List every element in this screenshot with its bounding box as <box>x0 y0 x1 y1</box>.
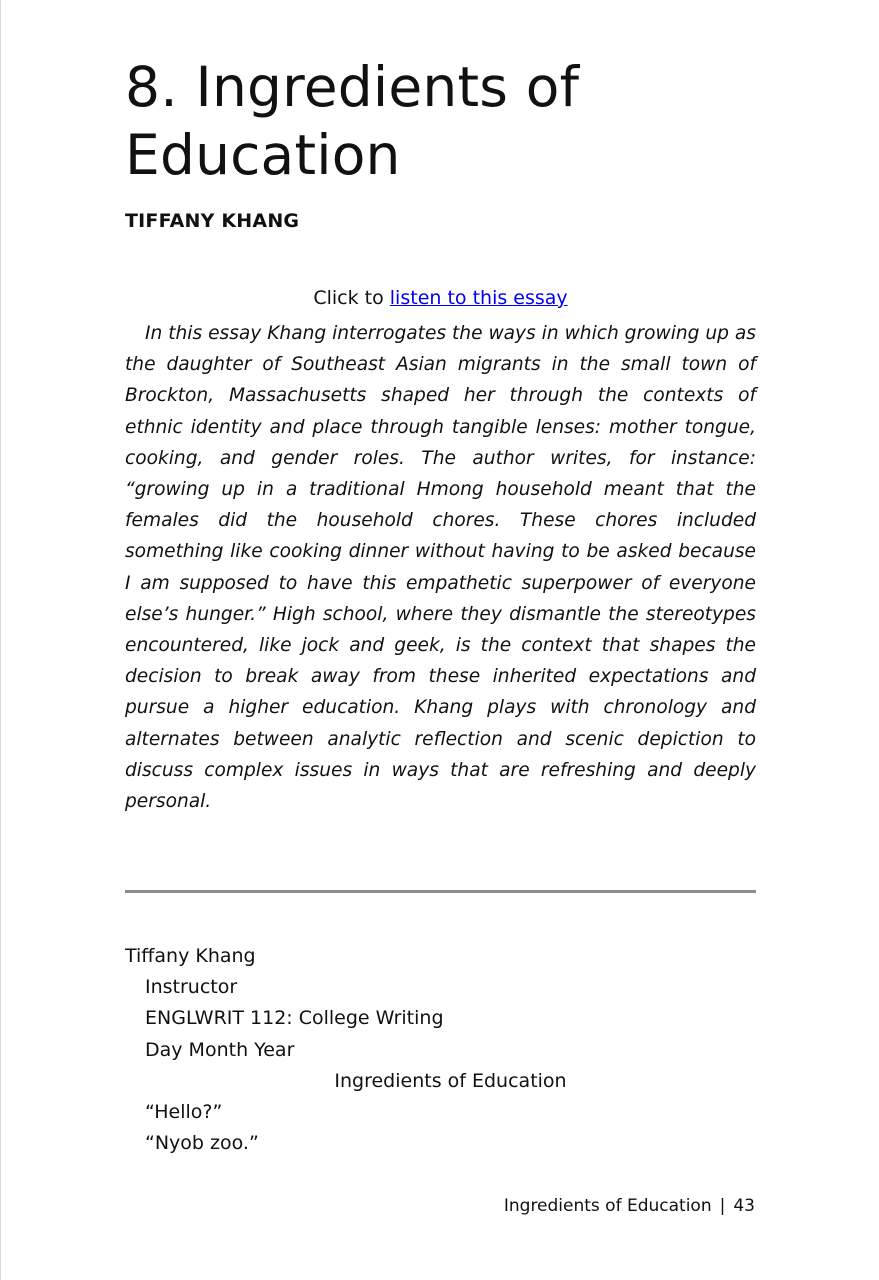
essay-header-block <box>125 941 756 1159</box>
essay-title: Ingredients of Education <box>334 1069 567 1092</box>
listen-prefix: Click to <box>313 287 390 309</box>
instructor-name: Instructor <box>145 976 238 999</box>
essay-abstract: In this essay Khang interrogates the ways in which growing up as the daughter of Southeast Asian migrants in the small town of Brockton, Massachusetts shaped her through the contexts of ethnic identity and place through tangible lenses: mother tongue, cooking, and gender roles. The author writes, for instance: “growing up in a traditional Hmong household meant that the females did the household chores. These chores included something like cooking dinner without having to be asked because I am supposed to have this empathetic superpower of everyone else’s hunger.” High school, where they dismantle the stereotypes encountered, like jock and geek, is the context that shapes the decision to break away from these inherited expectations and pursue a higher education. Khang plays with chronology and alternates between analytic reflection and scenic depiction to discuss complex issues in ways that are refreshing and deeply personal. <box>125 323 756 813</box>
page-number: 43 <box>733 1196 755 1216</box>
listen-essay-link[interactable]: listen to this essay <box>389 287 568 309</box>
dialogue-line-1: “Hello?” <box>145 1101 223 1124</box>
footer-running-title: Ingredients of Education <box>503 1196 712 1216</box>
chapter-title-line-1: 8. Ingredients of <box>125 55 580 119</box>
chapter-author: TIFFANY KHANG <box>125 210 300 232</box>
chapter-title <box>125 53 765 189</box>
essay-date: Day Month Year <box>145 1038 295 1061</box>
section-divider <box>125 890 756 893</box>
course-name: ENGLWRIT 112: College Writing <box>145 1007 444 1030</box>
dialogue-line-2: “Nyob zoo.” <box>145 1132 259 1155</box>
page-footer <box>504 1196 755 1216</box>
listen-line <box>125 287 756 309</box>
chapter-title-line-2: Education <box>125 123 401 187</box>
footer-separator: | <box>719 1196 726 1216</box>
student-name: Tiffany Khang <box>125 945 256 967</box>
